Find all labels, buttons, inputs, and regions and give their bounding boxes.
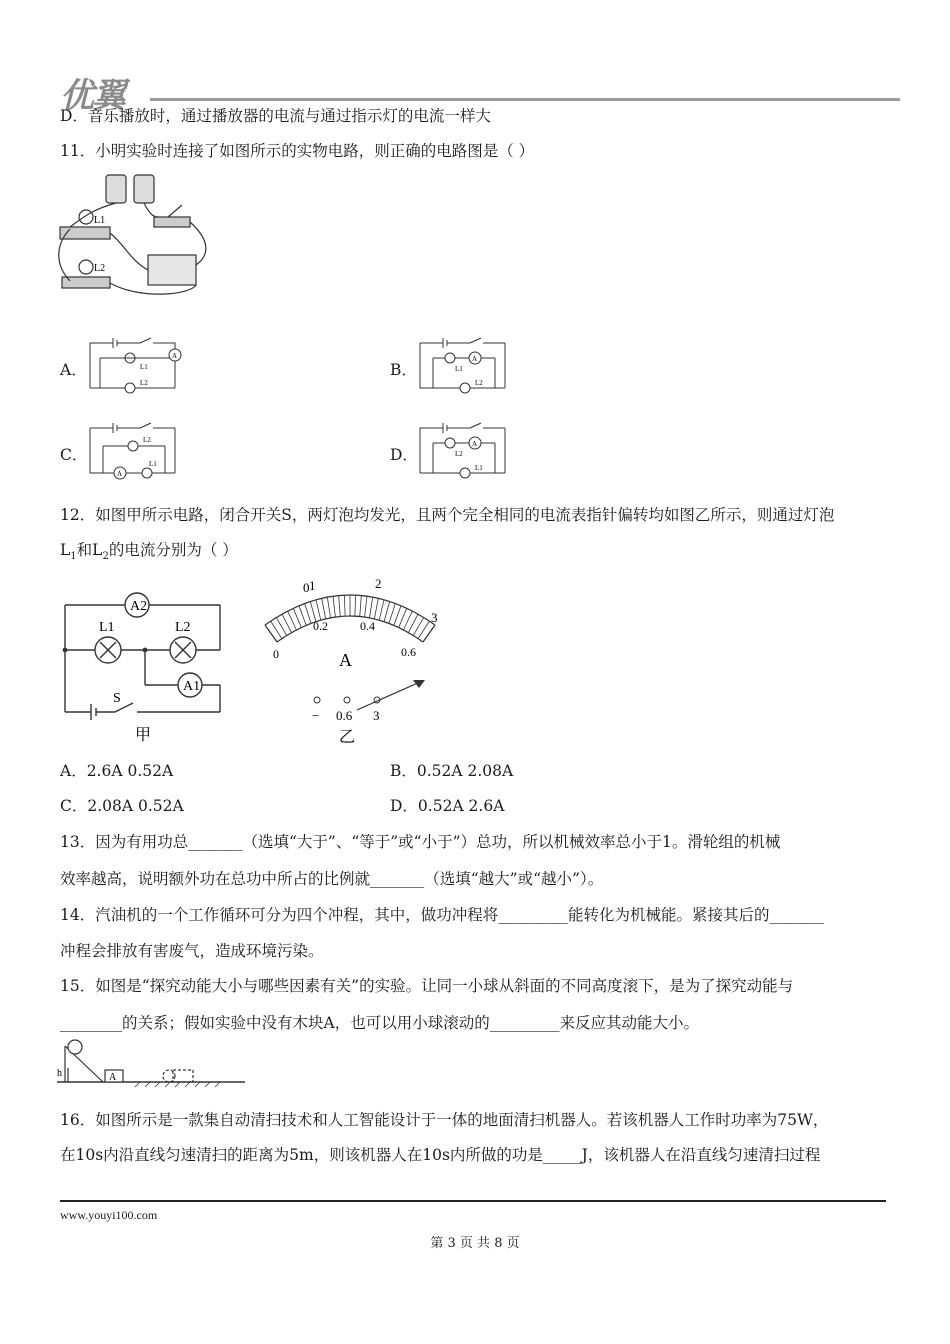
q12-fig-jia-caption: 甲: [135, 727, 152, 744]
header-divider: [150, 98, 900, 101]
svg-text:L1: L1: [455, 365, 463, 373]
q15-line1: 15．如图是“探究动能大小与哪些因素有关”的实验。让同一小球从斜面的不同高度滚下，是为了探究动能与: [60, 977, 794, 995]
q15-fig-a: A: [109, 1072, 117, 1083]
q15-line2: ________的关系；假如实验中没有木块A，也可以用小球滚动的_________来反应其动能大小。: [60, 1014, 699, 1032]
meter-top-1: 1: [309, 578, 316, 593]
q11-option-a-label: A．: [60, 361, 87, 379]
meter-terminal-neg: −: [312, 708, 320, 723]
q15-fig-h: h: [57, 1068, 62, 1079]
svg-text:L1: L1: [149, 460, 157, 468]
page-number: 第 3 页 共 8 页: [430, 1236, 520, 1251]
ammeter-tick: [394, 606, 401, 626]
ammeter-tick: [360, 596, 362, 617]
svg-text:L2: L2: [143, 436, 151, 444]
q16-line2: 在10s内沿直线匀速清扫的距离为5m，则该机器人在10s内所做的功是_____J，该机器人在沿直线匀速清扫过程: [60, 1146, 821, 1164]
ammeter-tick: [369, 597, 372, 618]
q15-incline-figure: [55, 1038, 250, 1088]
q11-option-d-circuit: [415, 418, 520, 483]
ammeter-tick: [384, 602, 390, 622]
q12-figure-yi-ammeter: [245, 570, 455, 750]
q11-option-b-label: B．: [390, 361, 417, 379]
meter-bottom-2: 0.4: [360, 619, 375, 633]
q12-stem-line1: 12．如图甲所示电路，闭合开关S，两灯泡均发光，且两个完全相同的电流表指针偏转均如图乙所示，则通过灯泡: [60, 506, 835, 524]
ammeter-tick: [316, 600, 321, 620]
q13-line1: 13．因为有用功总_______（选填“大于”、“等于”或“小于”）总功，所以机械效率总小于1。滑轮组的机械: [60, 833, 781, 851]
meter-top-0: 0: [303, 580, 310, 595]
svg-text:L2: L2: [475, 379, 483, 387]
footer-divider: [60, 1200, 886, 1202]
meter-unit: A: [339, 650, 352, 670]
ammeter-tick: [344, 595, 345, 616]
q12-fig-a1: A1: [183, 679, 201, 694]
ammeter-tick: [374, 598, 378, 619]
svg-text:L2: L2: [140, 379, 148, 387]
ammeter-tick: [322, 598, 326, 619]
meter-top-2: 2: [375, 576, 382, 591]
svg-text:L1: L1: [475, 464, 483, 472]
q16-line1: 16．如图所示是一款集自动清扫技术和人工智能设计于一体的地面清扫机器人。若该机器人工作时功率为75W，: [60, 1111, 829, 1129]
q11-fig-l2: L2: [94, 263, 106, 274]
ammeter-tick: [299, 606, 306, 626]
q12-fig-yi-caption: 乙: [339, 729, 356, 746]
q12-option-b: B．0.52A 2.08A: [390, 762, 514, 780]
footer-url: www.youyi100.com: [60, 1208, 158, 1222]
q12-fig-a2: A2: [130, 599, 148, 614]
q11-option-c-circuit: [85, 418, 190, 483]
ammeter-tick: [399, 608, 407, 627]
logo: 优翼: [60, 76, 124, 116]
svg-text:A: A: [472, 440, 478, 448]
ammeter-tick: [389, 604, 395, 624]
meter-terminal-3: 3: [373, 708, 380, 723]
q12-option-d: D．0.52A 2.6A: [390, 797, 505, 815]
q14-line2: 冲程会排放有害废气，造成环境污染。: [60, 942, 324, 960]
svg-text:L2: L2: [455, 450, 463, 458]
q11-option-a-circuit: [85, 333, 190, 398]
meter-terminal-06: 0.6: [336, 708, 353, 723]
q11-option-d-label: D．: [390, 446, 418, 464]
ammeter-tick: [379, 600, 384, 620]
q12-fig-l1: L1: [99, 620, 115, 635]
ammeter-tick: [339, 596, 341, 617]
ammeter-tick: [327, 597, 330, 618]
q12-option-c: C．2.08A 0.52A: [60, 797, 184, 815]
ammeter-tick: [365, 596, 367, 617]
meter-bottom-1: 0.2: [313, 619, 328, 633]
ammeter-tick: [333, 596, 335, 617]
q10-option-d: D．音乐播放时，通过播放器的电流与通过指示灯的电流一样大: [60, 107, 491, 125]
q11-stem: 11．小明实验时连接了如图所示的实物电路，则正确的电路图是（ ）: [60, 142, 535, 160]
ammeter-tick: [293, 608, 301, 627]
ammeter-tick: [305, 604, 311, 624]
q11-option-b-circuit: [415, 333, 520, 398]
q12-figure-jia: [55, 585, 235, 745]
q11-option-c-label: C．: [60, 446, 88, 464]
meter-bottom-0: 0: [273, 647, 279, 661]
svg-text:A: A: [172, 352, 178, 360]
ammeter-ticks: [265, 595, 435, 642]
q13-line2: 效率越高，说明额外功在总功中所占的比例就_______（选填“越大”或“越小”）。: [60, 870, 604, 888]
q12-stem-line2: $L_1$和$L_2$的电流分别为（ ）: [60, 541, 238, 563]
q12-fig-l2: L2: [175, 620, 191, 635]
q12-fig-s: S: [113, 691, 121, 706]
q12-option-a: A．2.6A 0.52A: [60, 762, 174, 780]
svg-text:L1: L1: [140, 363, 148, 371]
ammeter-tick: [355, 595, 356, 616]
svg-text:A: A: [117, 470, 123, 478]
q11-physical-circuit-figure: [50, 165, 220, 300]
q14-line1: 14．汽油机的一个工作循环可分为四个冲程，其中，做功冲程将_________能转化为机械能。紧接其后的_______: [60, 906, 824, 924]
meter-top-3: 3: [431, 610, 438, 625]
q11-fig-l1: L1: [94, 215, 106, 226]
svg-text:A: A: [472, 355, 478, 363]
meter-bottom-3: 0.6: [401, 645, 416, 659]
